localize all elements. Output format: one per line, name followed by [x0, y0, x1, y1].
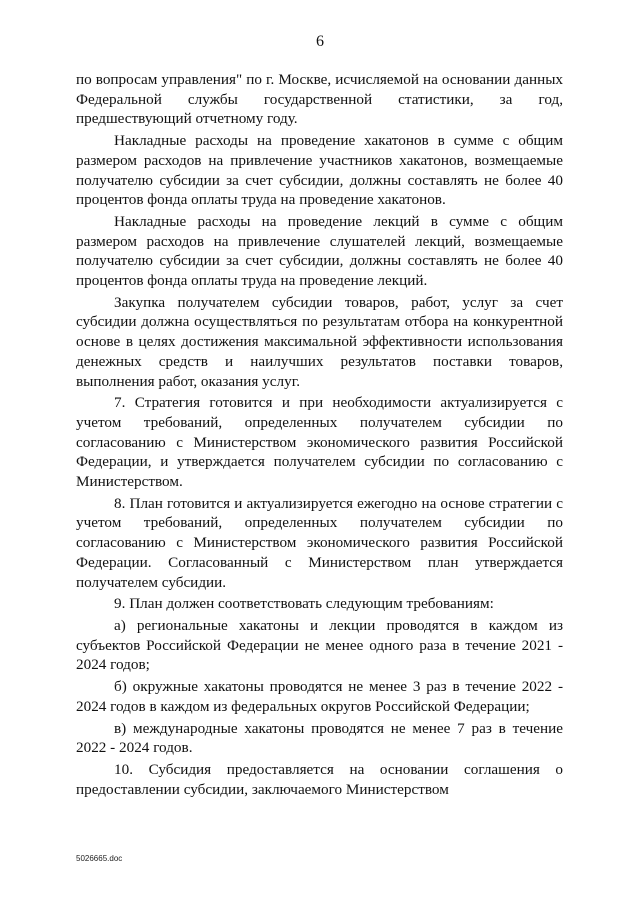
paragraph-8: а) региональные хакатоны и лекции проводятся в каждом из субъектов Российской Федерации не менее одного раза в течение 2021 - 2024 годов; [76, 616, 563, 674]
paragraph-3: Накладные расходы на проведение лекций в сумме с общим размером расходов на привлечение слушателей лекций, возмещаемые получателю субсидии за счет субсидии, должны составлять не более 40 процентов фонда оплаты труда на проведение лекций. [76, 212, 563, 290]
document-body [76, 70, 563, 801]
paragraph-4: Закупка получателем субсидии товаров, работ, услуг за счет субсидии должна осуществляться по результатам отбора на конкурентной основе в целях достижения максимальной эффективности использования денежных средств и наилучших результатов поставки товаров, выполнения работ, оказания услуг. [76, 293, 563, 390]
paragraph-7: 9. План должен соответствовать следующим требованиям: [114, 595, 494, 613]
paragraph-9: б) окружные хакатоны проводятся не менее 3 раз в течение 2022 - 2024 годов в каждом из федеральных округов Российской Федерации; [76, 678, 563, 715]
paragraph-1: по вопросам управления" по г. Москве, исчисляемой на основании данных Федеральной службы государственной статистики, за год, предшествующий отчетному году. [76, 71, 563, 128]
paragraph-10: в) международные хакатоны проводятся не менее 7 раз в течение 2022 - 2024 годов. [76, 719, 563, 757]
paragraph-6: 8. План готовится и актуализируется ежегодно на основе стратегии с учетом требований, определенных получателем субсидии по согласованию с Министерством экономического развития Российской Федерации. Согласованный с Министерством план утверждается получателем субсидии. [76, 494, 563, 591]
paragraph-11: 10. Субсидия предоставляется на основании соглашения о предоставлении субсидии, заключаемого Министерством [76, 760, 563, 798]
page-number: 6 [316, 33, 324, 50]
footer-file-code: 5026665.doc [76, 854, 123, 863]
paragraph-2: Накладные расходы на проведение хакатонов в сумме с общим размером расходов на привлечение участников хакатонов, возмещаемые получателю субсидии за счет субсидии, должны составлять не более 40 процентов фонда оплаты труда на проведение хакатонов. [76, 132, 563, 209]
paragraph-5: 7. Стратегия готовится и при необходимости актуализируется с учетом требований, определенных получателем субсидии по согласованию с Министерством экономического развития Российской Федерации, и утверждается получателем субсидии по согласованию с Министерством. [76, 394, 563, 491]
